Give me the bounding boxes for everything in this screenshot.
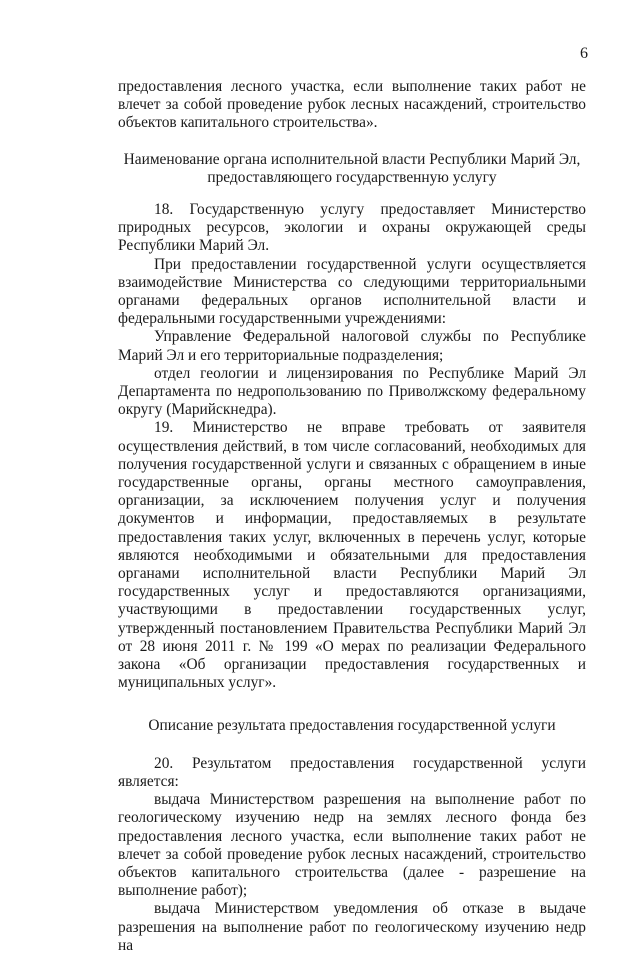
section-heading-result: Описание результата предоставления государственной услуги	[148, 716, 556, 734]
paragraph-permit-result: выдача Министерством разрешения на выполнение работ по геологическому изучению недр на землях лесного фонда без предоставления лесного участка, если выполнение таких работ не влечет за собой проведение рубок лесных насаждений, строительство объектов капитального строительства (далее - разрешение на выполнение работ);	[118, 791, 586, 900]
paragraph-20: 20. Результатом предоставления государственной услуги является:	[118, 754, 586, 790]
document-body	[118, 78, 586, 955]
paragraph-19: 19. Министерство не вправе требовать от заявителя осуществления действий, в том числе согласований, необходимых для получения государственной услуги и связанных с обращением в иные государственные органы, органы местного самоуправления, организации, за исключением получения услуг и получения документов и информации, предоставляемых в результате предоставления таких услуг, включенных в перечень услуг, которые являются необходимыми и обязательными для предоставления органами исполнительной власти Республики Марий Эл государственных услуг и предоставляются организациями, участвующими в предоставлении государственных услуг, утвержденный постановлением Правительства Республики Марий Эл от 28 июня 2011 г. № 199 «О мерах по реализации Федерального закона «Об организации предоставления государственных и муниципальных услуг».	[118, 419, 586, 692]
paragraph-18: 18. Государственную услугу предоставляет Министерство природных ресурсов, экологии и охраны окружающей среды Республики Марий Эл.	[118, 201, 586, 255]
page-number: 6	[580, 45, 588, 62]
paragraph-continuation: предоставления лесного участка, если выполнение таких работ не влечет за собой проведение рубок лесных насаждений, строительство объектов капитального строительства».	[118, 78, 586, 132]
paragraph-geology-department: отдел геологии и лицензирования по Республике Марий Эл Департамента по недропользованию по Приволжскому федеральному округу (Марийскнедра).	[118, 364, 586, 419]
paragraph-refusal-result: выдача Министерством уведомления об отказе в выдаче разрешения на выполнение работ по геологическому изучению недр на	[118, 900, 586, 954]
section-heading-authority: Наименование органа исполнительной власти Республики Марий Эл, предоставляющего государственную услугу	[123, 150, 581, 186]
paragraph-tax-service: Управление Федеральной налоговой службы по Республике Марий Эл и его территориальные подразделения;	[118, 328, 586, 364]
paragraph-interaction: При предоставлении государственной услуги осуществляется взаимодействие Министерства со следующими территориальными органами федеральных органов исполнительной власти и федеральными государственными учреждениями:	[118, 255, 586, 328]
